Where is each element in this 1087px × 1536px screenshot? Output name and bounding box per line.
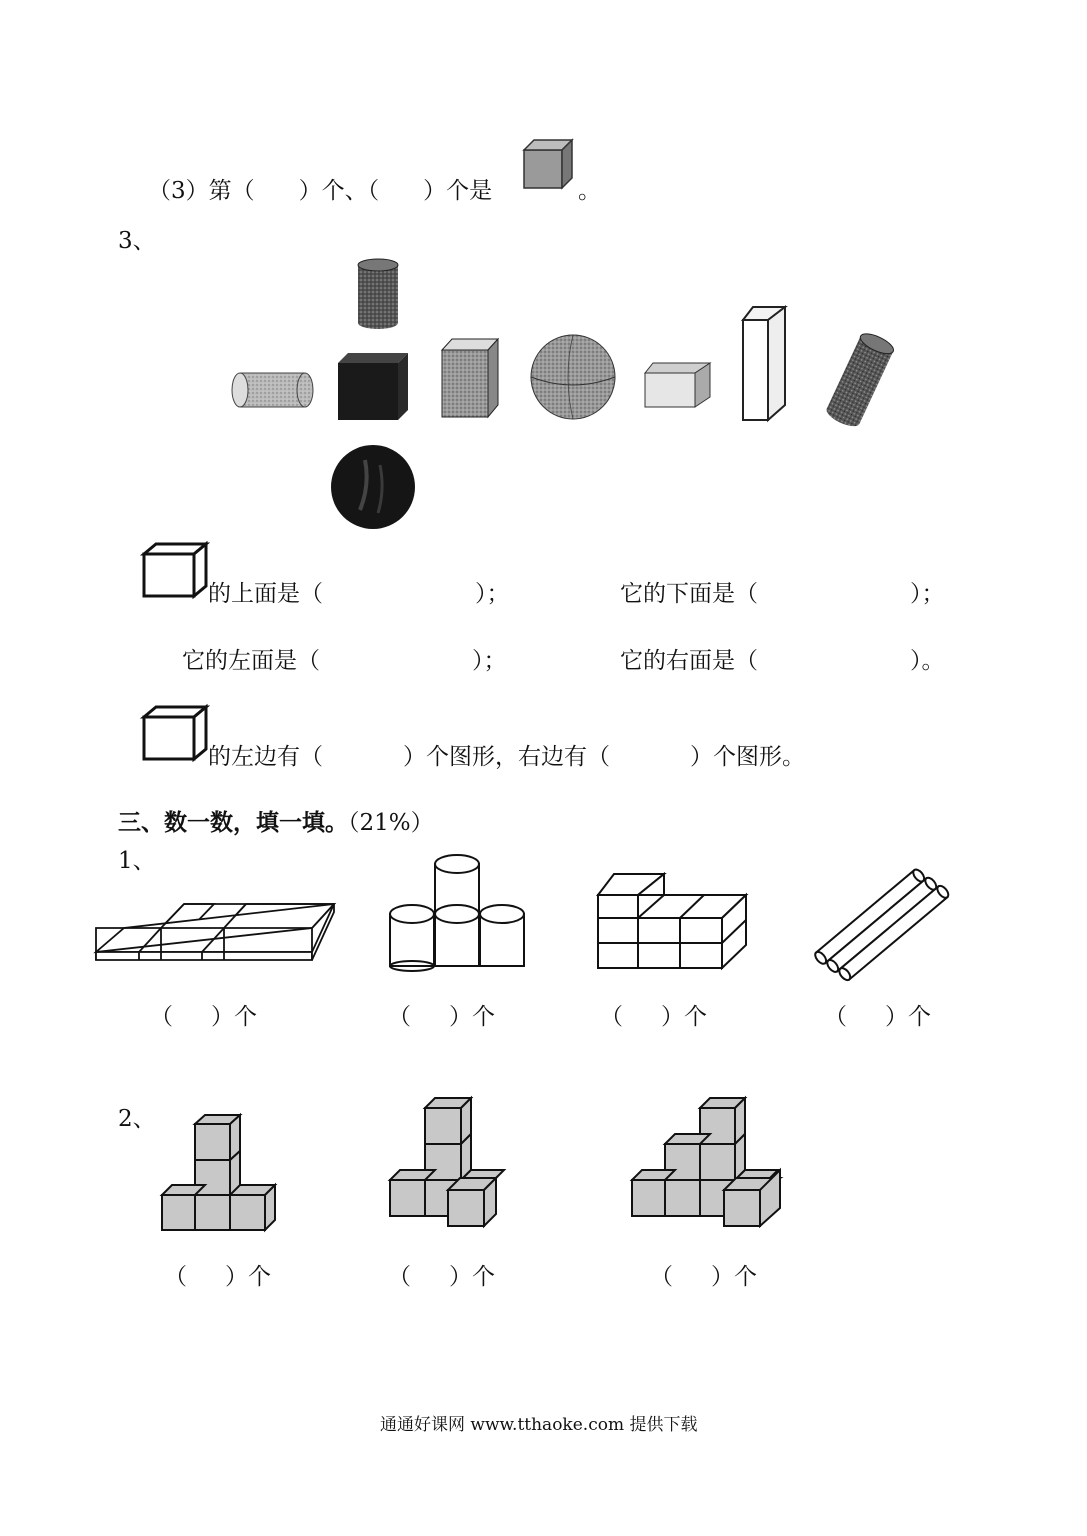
section3-q1-label: 1、	[118, 848, 156, 874]
answer-1c	[600, 998, 707, 1031]
gray-cuboid-icon	[442, 339, 498, 417]
cube-outline-icon	[142, 542, 208, 598]
cube-stack-1-figure	[160, 1112, 280, 1232]
answer-close: ）个	[449, 1264, 495, 1290]
left-count-label: 的左边有（	[208, 744, 323, 770]
block-wall-figure	[596, 870, 748, 970]
answer-close: ）个	[885, 1004, 931, 1030]
line2-left	[182, 642, 507, 675]
answer-1b	[388, 998, 495, 1031]
upright-cylinder-icon	[358, 259, 398, 329]
small-gray-cube-icon	[522, 138, 574, 190]
line2-right	[620, 642, 945, 675]
answer-open: （	[650, 1264, 673, 1290]
dark-ball-icon	[331, 445, 415, 529]
answer-open: （	[824, 1004, 847, 1030]
flat-cuboid-icon	[645, 363, 710, 407]
section3-q2-label: 2、	[118, 1106, 156, 1132]
answer-close: ）个	[449, 1004, 495, 1030]
answer-close: ）个	[225, 1264, 271, 1290]
sphere-icon	[531, 335, 615, 419]
answer-close: ）个	[711, 1264, 757, 1290]
q-end: 。	[578, 178, 601, 204]
right-count-label: ）个图形，右边有（	[403, 744, 610, 770]
answer-2c	[650, 1258, 757, 1291]
answer-close: ）个	[661, 1004, 707, 1030]
answer-open: （	[388, 1004, 411, 1030]
lying-cylinder-icon	[232, 373, 313, 407]
question-3-label: 3、	[118, 228, 156, 254]
flat-slabs-figure	[94, 900, 339, 965]
cylinders-figure	[388, 854, 526, 972]
line1-left	[208, 575, 510, 608]
tall-cuboid-icon	[743, 307, 785, 420]
answer-open: （	[388, 1264, 411, 1290]
answer-open: （	[600, 1004, 623, 1030]
answer-1d	[824, 998, 931, 1031]
below-end: ）；	[910, 581, 945, 607]
stick-bundle-figure	[812, 864, 952, 984]
q-prefix: （3）第（	[148, 178, 255, 204]
answer-open: （	[164, 1264, 187, 1290]
below-label: 它的下面是（	[620, 581, 758, 607]
left-label: 它的左面是（	[182, 648, 320, 674]
cube-stack-3-figure	[630, 1096, 785, 1228]
line3-end: ）个图形。	[690, 744, 805, 770]
section3-percent: （21%）	[348, 810, 434, 836]
cube-stack-2-figure	[388, 1096, 512, 1228]
question-2-3-line	[148, 172, 492, 205]
above-label: 的上面是（	[208, 581, 323, 607]
right-label: 它的右面是（	[620, 648, 758, 674]
above-end: ）；	[475, 581, 510, 607]
answer-1a	[150, 998, 257, 1031]
left-end: ）；	[472, 648, 507, 674]
cube-outline-icon	[142, 705, 208, 761]
right-end: ）。	[910, 648, 945, 674]
line3	[208, 738, 805, 771]
answer-2b	[388, 1258, 495, 1291]
line1-right	[620, 575, 945, 608]
section3-title: 三、数一数，填一填。	[118, 809, 348, 836]
answer-open: （	[150, 1004, 173, 1030]
q-mid: ）个、（	[298, 178, 380, 204]
footer-text: 通通好课网 www.tthaoke.com 提供下载	[380, 1415, 698, 1435]
answer-2a	[164, 1258, 271, 1291]
shapes-arrangement-figure	[220, 255, 900, 535]
center-cube-icon	[338, 353, 408, 420]
q-suffix: ）个是	[423, 178, 493, 204]
answer-close: ）个	[211, 1004, 257, 1030]
tilted-cylinder-icon	[824, 330, 896, 430]
section3-heading	[118, 804, 434, 837]
